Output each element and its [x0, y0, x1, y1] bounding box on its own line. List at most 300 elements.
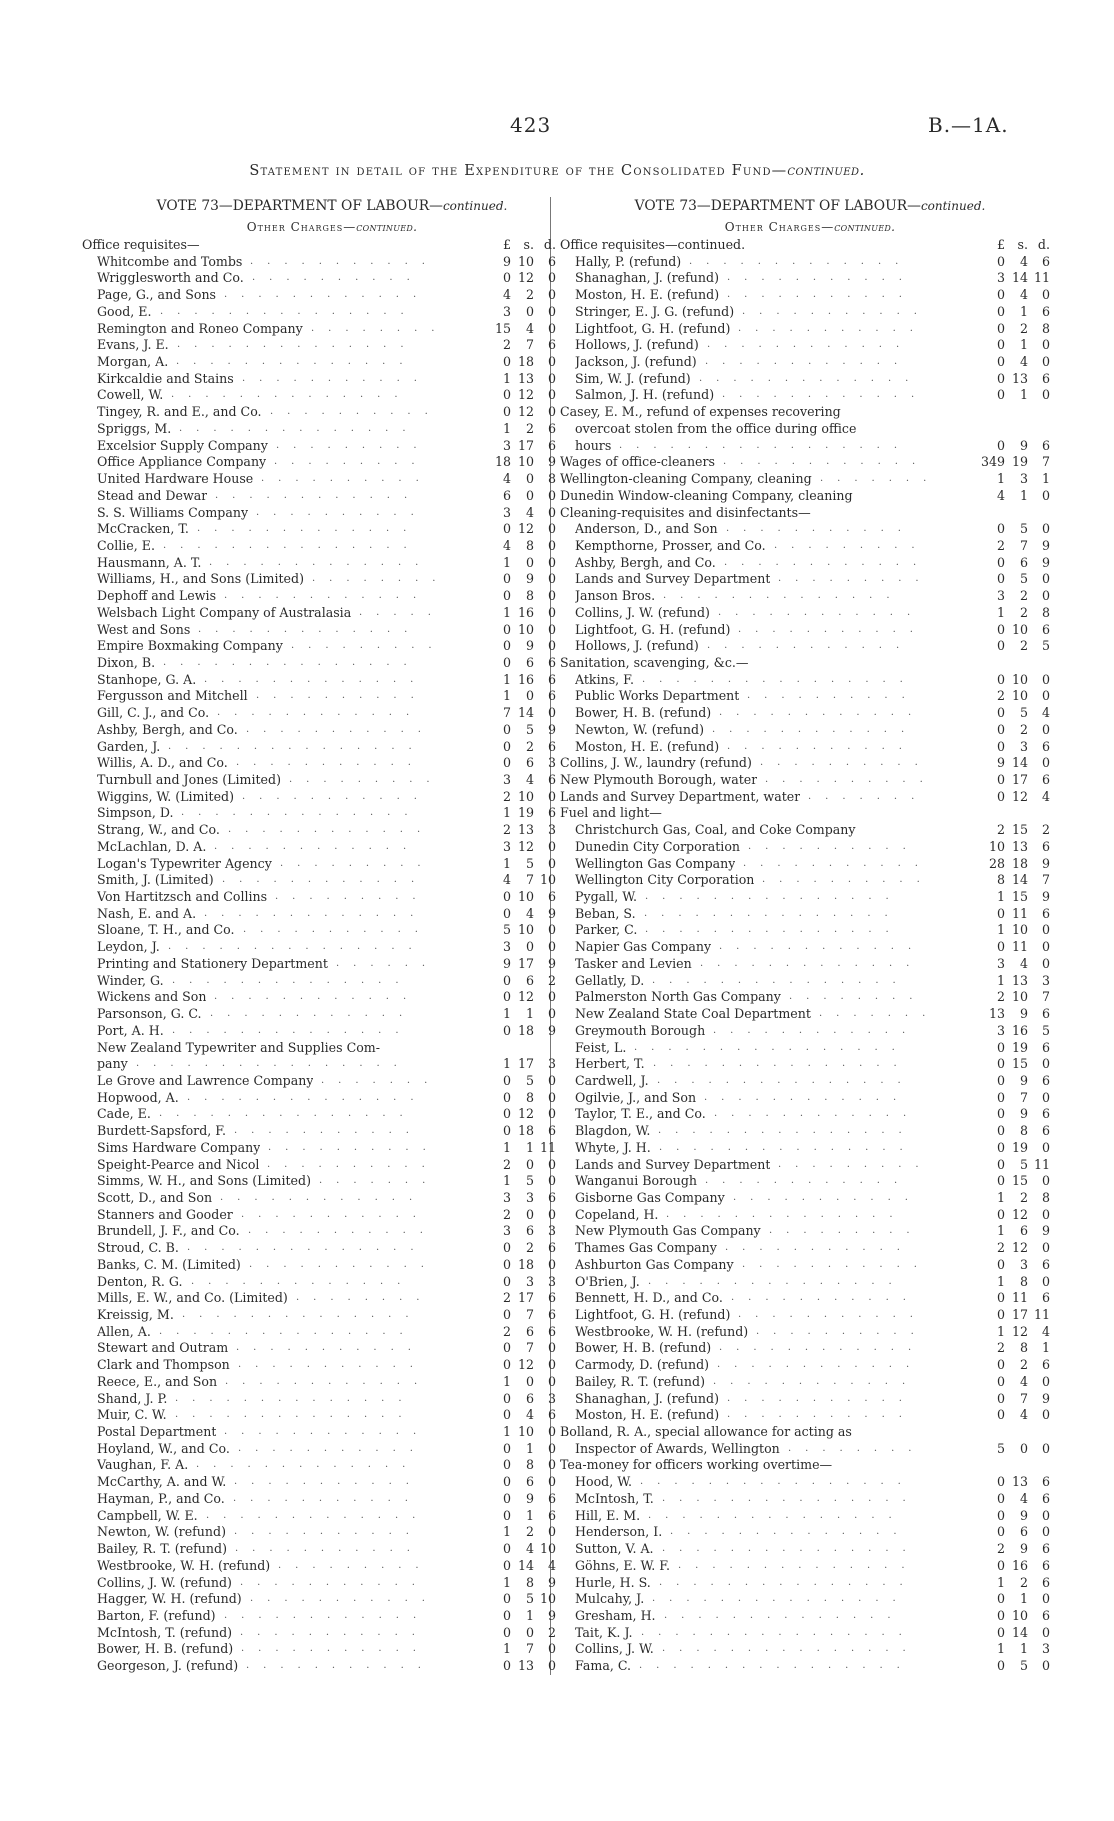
amount-pounds: 4: [502, 287, 511, 303]
leader-dots: ...........: [742, 1258, 931, 1270]
ledger-row: [82, 705, 582, 722]
amount: [978, 1591, 1052, 1608]
amount: [484, 1173, 558, 1190]
amount-pence: d.: [1037, 237, 1050, 252]
amount-shillings: 9: [1019, 1006, 1028, 1022]
amount: [978, 1240, 1052, 1257]
leader-dots: ............: [707, 640, 914, 652]
row-description: Kirkcaldie and Stains: [97, 370, 234, 386]
row-description: Wages of office-cleaners: [560, 454, 715, 470]
amount-shillings: 13: [517, 1658, 534, 1674]
row-description: Collins, J. W. (refund): [575, 604, 710, 620]
ledger-row: [82, 1575, 582, 1592]
leader-dots: ...........: [248, 1225, 437, 1237]
row-description: Wrigglesworth and Co.: [97, 270, 244, 286]
amount: [978, 856, 1052, 873]
amount-pounds: 2: [502, 822, 511, 838]
amount-pence: 0: [547, 370, 556, 386]
amount-shillings: 3: [525, 1189, 534, 1205]
page-number: 423: [510, 113, 552, 137]
amount: [978, 1558, 1052, 1575]
amount: [978, 1207, 1052, 1224]
amount-shillings: 12: [517, 521, 534, 537]
amount-shillings: 16: [517, 671, 534, 687]
row-description: Whyte, J. H.: [575, 1139, 651, 1155]
amount: [484, 1274, 558, 1291]
ledger-row: [82, 739, 582, 756]
amount-pounds: 2: [502, 337, 511, 353]
amount-shillings: 9: [1019, 1507, 1028, 1523]
ledger-row: [82, 1157, 582, 1174]
amount-shillings: 4: [525, 504, 534, 520]
amount: [978, 1407, 1052, 1424]
row-description: Spriggs, M.: [97, 420, 172, 436]
amount-pence: 2: [547, 1624, 556, 1640]
leader-dots: ...........: [727, 289, 916, 301]
amount: [484, 1073, 558, 1090]
row-description: Fergusson and Mitchell: [97, 688, 248, 704]
amount-pounds: 0: [996, 1357, 1005, 1373]
amount: [978, 1457, 1052, 1474]
ledger-row: [560, 906, 1060, 923]
amount-pounds: 0: [996, 1307, 1005, 1322]
amount-pounds: 0: [996, 939, 1005, 955]
leader-dots: ..........: [762, 874, 934, 886]
amount-pence: 0: [547, 1424, 556, 1440]
amount: [978, 1290, 1052, 1307]
leader-dots: ............: [228, 824, 435, 836]
ledger-row: [560, 672, 1060, 689]
amount-pence: 3: [547, 1056, 556, 1072]
amount-shillings: 4: [525, 905, 534, 921]
row-description: Cowell, W.: [97, 387, 164, 403]
amount-shillings: 0: [525, 688, 534, 704]
ledger-row: [560, 337, 1060, 354]
amount-pounds: 0: [502, 354, 511, 370]
row-description: Burdett-Sapsford, F.: [97, 1123, 227, 1139]
amount-pounds: 0: [502, 989, 511, 1005]
leader-dots: ..............: [172, 974, 413, 986]
amount: [978, 939, 1052, 956]
amount-shillings: 1: [1019, 1591, 1028, 1607]
amount-pounds: 0: [996, 1206, 1005, 1222]
amount: [978, 1391, 1052, 1408]
amount-shillings: 7: [525, 1307, 534, 1322]
amount-pounds: 0: [502, 1474, 511, 1490]
amount-shillings: 11: [1011, 939, 1028, 955]
amount: [484, 1157, 558, 1174]
leader-dots: .......: [808, 790, 929, 802]
leader-dots: ............: [222, 874, 429, 886]
amount-shillings: 5: [1019, 705, 1028, 721]
amount: [484, 1307, 558, 1324]
amount-shillings: 16: [1011, 1557, 1028, 1573]
leader-dots: ...............: [644, 907, 902, 919]
amount-shillings: 19: [1011, 1039, 1028, 1055]
row-description: Casey, E. M., refund of expenses recovering: [560, 404, 841, 420]
row-description: Smith, J. (Limited): [97, 872, 214, 888]
row-description: Stroud, C. B.: [97, 1240, 179, 1256]
amount-shillings: 13: [517, 822, 534, 838]
amount: [484, 505, 558, 522]
amount: [978, 1441, 1052, 1458]
amount-pence: 0: [547, 504, 556, 520]
row-description: Gill, C. J., and Co.: [97, 705, 210, 721]
leader-dots: .........: [274, 456, 429, 468]
amount-shillings: 4: [525, 772, 534, 787]
ledger-row: [82, 655, 582, 672]
row-description: Stanners and Gooder: [97, 1206, 233, 1222]
amount-shillings: 2: [1019, 1189, 1028, 1205]
amount-pounds: 0: [502, 571, 511, 587]
amount-pence: 10: [539, 1541, 556, 1557]
amount-pence: 3: [1041, 1641, 1050, 1657]
amount-pence: 0: [547, 989, 556, 1005]
amount-shillings: 17: [517, 1056, 534, 1072]
ledger-row: [560, 488, 1060, 505]
amount-pounds: 0: [502, 1357, 511, 1373]
amount-pence: 6: [547, 1407, 556, 1423]
leader-dots: ..............: [179, 422, 420, 434]
ledger-row: [560, 922, 1060, 939]
amount-shillings: 18: [517, 354, 534, 370]
amount: [484, 254, 558, 271]
amount-pence: 0: [547, 1072, 556, 1088]
row-description: Gresham, H.: [575, 1607, 656, 1623]
leader-dots: ...........: [240, 1626, 429, 1638]
leader-dots: ...........: [234, 1476, 423, 1488]
leader-dots: .........: [291, 640, 446, 652]
amount: [978, 488, 1052, 505]
leader-dots: ...............: [159, 1325, 417, 1337]
amount-shillings: 8: [1019, 1273, 1028, 1289]
row-description: Carmody, D. (refund): [575, 1357, 710, 1373]
leader-dots: ............: [217, 707, 424, 719]
row-description: Stringer, E. J. G. (refund): [575, 303, 735, 319]
amount-pence: 8: [1041, 1189, 1050, 1205]
row-description: Allen, A.: [97, 1323, 151, 1339]
ledger-row: [82, 922, 582, 939]
amount-shillings: 4: [1019, 1490, 1028, 1506]
amount: [978, 922, 1052, 939]
leader-dots: ...........: [250, 255, 439, 267]
amount: [484, 822, 558, 839]
amount-pence: 0: [547, 1440, 556, 1456]
amount: [978, 1324, 1052, 1341]
amount-pence: 0: [547, 588, 556, 604]
row-description: Empire Boxmaking Company: [97, 638, 283, 654]
leader-dots: ...........: [727, 272, 916, 284]
amount-pence: 6: [1041, 621, 1050, 637]
leader-dots: ...............: [652, 1593, 910, 1605]
row-description: Dixon, B.: [97, 654, 156, 670]
amount-pence: 3: [547, 1390, 556, 1406]
amount-pence: 6: [547, 420, 556, 436]
row-description: Fama, C.: [575, 1658, 632, 1674]
amount-shillings: 9: [525, 638, 534, 654]
leader-dots: ............: [718, 606, 925, 618]
amount-pounds: 1: [502, 604, 511, 620]
right-subtitle: [560, 217, 1060, 237]
row-description: Hayman, P., and Co.: [97, 1490, 225, 1506]
leader-dots: ............: [224, 1609, 431, 1621]
ledger-row: [82, 1491, 582, 1508]
amount: [484, 237, 558, 254]
amount-pounds: 0: [996, 1106, 1005, 1122]
ledger-row: [560, 1340, 1060, 1357]
amount-pence: 0: [1041, 1440, 1050, 1456]
amount-pence: 6: [1041, 738, 1050, 754]
amount: [484, 605, 558, 622]
amount: [978, 1541, 1052, 1558]
amount: [978, 1173, 1052, 1190]
amount: [484, 1457, 558, 1474]
amount-shillings: 10: [517, 922, 534, 938]
amount: [484, 1090, 558, 1107]
row-description: Remington and Roneo Company: [97, 320, 303, 336]
ledger-row: [560, 688, 1060, 705]
amount-shillings: 0: [525, 554, 534, 570]
amount-shillings: 6: [525, 755, 534, 771]
amount-pence: 0: [1041, 1139, 1050, 1155]
amount-pence: 10: [539, 872, 556, 888]
amount: [484, 404, 558, 421]
amount: [484, 521, 558, 538]
amount-pounds: 0: [502, 654, 511, 670]
amount-shillings: 3: [525, 1273, 534, 1289]
row-description: Blagdon, W.: [575, 1123, 651, 1139]
amount: [978, 505, 1052, 522]
row-description: Wellington Gas Company: [575, 855, 736, 871]
amount-pounds: 1: [502, 805, 511, 821]
ledger-row: [560, 1524, 1060, 1541]
row-description: Page, G., and Sons: [97, 287, 217, 303]
amount-pence: 4: [1041, 705, 1050, 721]
amount-shillings: 2: [1019, 320, 1028, 336]
leader-dots: .............: [700, 957, 924, 969]
amount-shillings: 17: [1011, 772, 1028, 787]
amount: [484, 1340, 558, 1357]
amount-pence: 0: [1041, 487, 1050, 503]
right-vote-continued: continued.: [920, 199, 986, 213]
leader-dots: ........: [788, 1442, 926, 1454]
left-ledger: [82, 237, 582, 1675]
amount-pence: 0: [547, 1641, 556, 1657]
leader-dots: ...........: [242, 790, 431, 802]
amount-pounds: 1: [502, 1641, 511, 1657]
amount-pounds: 0: [996, 370, 1005, 386]
ledger-row: [560, 872, 1060, 889]
row-description: Leydon, J.: [97, 939, 160, 955]
amount-shillings: 12: [1011, 788, 1028, 804]
ledger-row: [82, 1106, 582, 1123]
ledger-row: [82, 1123, 582, 1140]
ledger-row: [82, 1508, 582, 1525]
amount-pence: 9: [1041, 889, 1050, 905]
row-description: Beban, S.: [575, 905, 636, 921]
ledger-row: [82, 1357, 582, 1374]
amount: [484, 421, 558, 438]
amount-pounds: 4: [502, 537, 511, 553]
ledger-row: [560, 1407, 1060, 1424]
amount-pence: 0: [547, 521, 556, 537]
amount-shillings: 12: [1011, 1206, 1028, 1222]
ledger-row: [560, 622, 1060, 639]
row-description: Westbrooke, W. H. (refund): [97, 1557, 271, 1573]
amount-shillings: 9: [1019, 437, 1028, 453]
row-description: Herbert, T.: [575, 1056, 645, 1072]
amount-pounds: 15: [494, 320, 511, 336]
ledger-row: [82, 588, 582, 605]
amount: [484, 872, 558, 889]
amount-shillings: 17: [517, 1290, 534, 1306]
row-description: Port, A. H.: [97, 1022, 164, 1038]
amount-shillings: 1: [1019, 487, 1028, 503]
ledger-row: [560, 1106, 1060, 1123]
amount-pence: 0: [547, 638, 556, 654]
row-description: New Zealand State Coal Department: [575, 1006, 811, 1022]
amount-pounds: 1: [996, 1223, 1005, 1239]
amount: [978, 605, 1052, 622]
amount-pence: 8: [1041, 604, 1050, 620]
amount-pounds: 1: [502, 1173, 511, 1189]
row-description: Speight-Pearce and Nicol: [97, 1156, 260, 1172]
amount: [484, 1257, 558, 1274]
ledger-row: [82, 856, 582, 873]
amount-shillings: 12: [517, 404, 534, 420]
amount-pounds: 13: [988, 1006, 1005, 1022]
row-description: Willis, A. D., and Co.: [97, 755, 228, 771]
amount-pounds: 1: [996, 471, 1005, 487]
leader-dots: .................: [619, 439, 912, 451]
leader-dots: ...........: [234, 1526, 423, 1538]
amount-shillings: 19: [1011, 454, 1028, 470]
amount-pence: 6: [1041, 1039, 1050, 1055]
row-description: Sims Hardware Company: [97, 1139, 261, 1155]
amount: [978, 1106, 1052, 1123]
amount-pence: 0: [1041, 1524, 1050, 1540]
row-description: Pygall, W.: [575, 889, 637, 905]
amount: [978, 1424, 1052, 1441]
ledger-row: [560, 839, 1060, 856]
amount: [484, 1524, 558, 1541]
ledger-row: [82, 1457, 582, 1474]
amount: [978, 989, 1052, 1006]
amount-shillings: 8: [525, 1574, 534, 1590]
amount-shillings: 18: [517, 1256, 534, 1272]
amount-pence: 9: [1041, 855, 1050, 871]
amount: [484, 1374, 558, 1391]
leader-dots: ..........: [748, 840, 920, 852]
ledger-row: [82, 1407, 582, 1424]
amount: [978, 1274, 1052, 1291]
ledger-row: [560, 571, 1060, 588]
amount-shillings: 7: [525, 872, 534, 888]
leader-dots: ...........: [241, 1643, 430, 1655]
amount-shillings: 15: [1011, 889, 1028, 905]
row-description: Excelsior Supply Company: [97, 437, 268, 453]
ledger-row: [560, 1157, 1060, 1174]
amount-pounds: 0: [502, 1507, 511, 1523]
amount: [484, 755, 558, 772]
amount-pence: 6: [1041, 1072, 1050, 1088]
row-description: McIntosh, T. (refund): [97, 1624, 233, 1640]
amount-shillings: 6: [525, 1474, 534, 1490]
amount-shillings: 13: [1011, 972, 1028, 988]
ledger-row: [82, 304, 582, 321]
amount-shillings: 7: [1019, 1390, 1028, 1406]
amount: [978, 1056, 1052, 1073]
amount-pounds: 0: [502, 1072, 511, 1088]
leader-dots: ............: [723, 456, 930, 468]
amount-pounds: 0: [996, 1373, 1005, 1389]
amount: [978, 454, 1052, 471]
ledger-row: [82, 237, 582, 254]
leader-dots: ...........: [235, 1543, 424, 1555]
amount-pounds: 2: [502, 1323, 511, 1339]
amount-pence: 3: [1041, 972, 1050, 988]
leader-dots: .......: [319, 1175, 440, 1187]
amount-pounds: 0: [996, 554, 1005, 570]
amount: [484, 471, 558, 488]
row-description: Turnbull and Jones (Limited): [97, 772, 281, 787]
leader-dots: ...............: [662, 1492, 920, 1504]
ledger-row: [560, 555, 1060, 572]
amount-pence: 6: [547, 1123, 556, 1139]
amount-pounds: 2: [996, 688, 1005, 704]
amount-pounds: 0: [996, 1156, 1005, 1172]
leader-dots: ...........: [738, 623, 927, 635]
row-description: Anderson, D., and Son: [575, 521, 718, 537]
amount-shillings: 17: [517, 955, 534, 971]
amount: [978, 688, 1052, 705]
row-description: Winder, G.: [97, 972, 164, 988]
amount: [484, 1290, 558, 1307]
ledger-row: [82, 1424, 582, 1441]
amount-shillings: 7: [525, 1340, 534, 1356]
row-description: Jackson, J. (refund): [575, 354, 697, 370]
amount-pounds: 0: [502, 387, 511, 403]
amount-pounds: 0: [502, 1658, 511, 1674]
row-description: Taylor, T. E., and Co.: [575, 1106, 706, 1122]
amount-pounds: 3: [996, 955, 1005, 971]
amount-pounds: 1: [502, 1574, 511, 1590]
amount-shillings: 14: [517, 705, 534, 721]
ledger-row: [560, 956, 1060, 973]
row-description: New Zealand Typewriter and Supplies Com-: [97, 1039, 381, 1055]
leader-dots: .............: [191, 1275, 415, 1287]
amount: [484, 772, 558, 789]
leader-dots: ......: [336, 957, 440, 969]
amount-pence: 0: [1041, 922, 1050, 938]
amount: [978, 755, 1052, 772]
row-description: Printing and Stationery Department: [97, 955, 328, 971]
amount: [978, 387, 1052, 404]
leader-dots: ...............: [648, 1509, 906, 1521]
amount-shillings: 3: [1019, 1256, 1028, 1272]
amount-shillings: 7: [525, 337, 534, 353]
amount-pounds: 0: [502, 1123, 511, 1139]
ledger-row: [82, 605, 582, 622]
amount-pounds: 2: [502, 1206, 511, 1222]
leader-dots: .........: [289, 774, 444, 785]
ledger-row: [82, 321, 582, 338]
amount-pence: 0: [547, 303, 556, 319]
leader-dots: ...............: [163, 656, 421, 668]
right-vote-title: [560, 195, 1060, 217]
leader-dots: ............: [210, 1008, 417, 1020]
ledger-row: [82, 571, 582, 588]
